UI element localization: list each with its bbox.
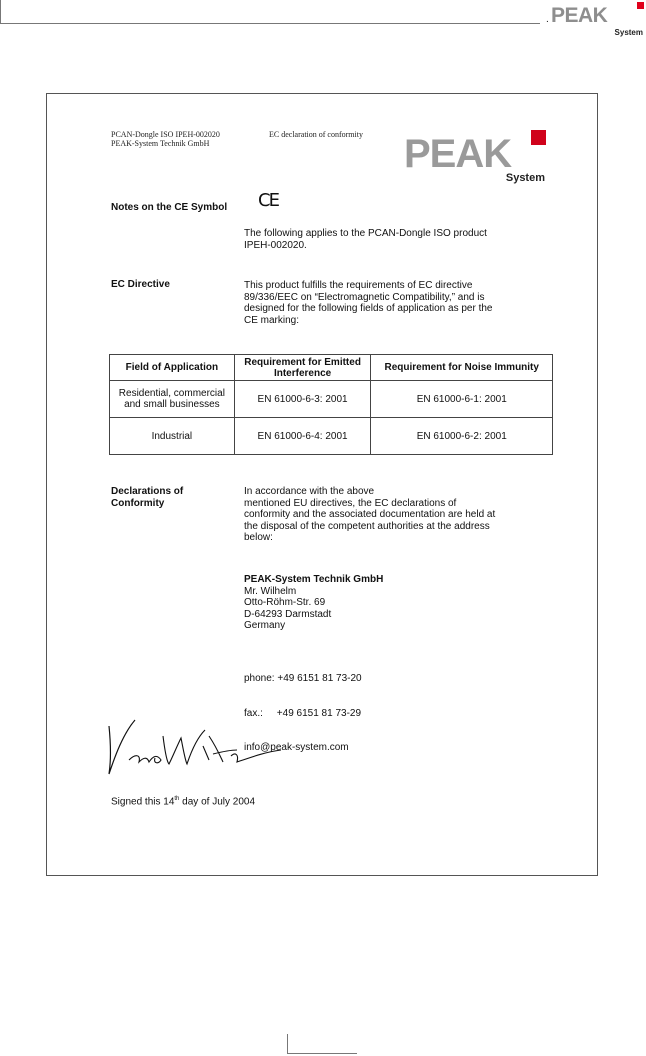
- fax: fax.: +49 6151 81 73-29: [244, 707, 362, 719]
- table-cell: EN 61000-6-3: 2001: [234, 381, 371, 418]
- table-cell: EN 61000-6-1: 2001: [371, 381, 553, 418]
- address-line: Germany: [244, 620, 286, 631]
- company-name: PEAK-System Technik GmbH: [244, 574, 384, 585]
- table-header: Requirement for Noise Immunity: [371, 355, 553, 381]
- email-link[interactable]: info@peak-system.com: [244, 742, 349, 753]
- decl-line: In accordance with the above: [244, 486, 375, 497]
- declarations-label-line: Declarations of: [111, 486, 184, 497]
- signed-prefix: Signed this 14: [111, 796, 175, 808]
- table-row: [110, 381, 553, 418]
- signed-suffix: day of July 2004: [179, 796, 256, 808]
- peak-logo: [404, 130, 546, 186]
- applies-text: [244, 228, 544, 251]
- decl-line: the disposal of the competent authorities at the address: [244, 520, 490, 532]
- decl-line: conformity and the associated documentation are held at: [244, 509, 496, 520]
- ec-directive-label: EC Directive: [111, 279, 170, 290]
- meta-left: [111, 130, 220, 148]
- declarations-text: [244, 486, 544, 544]
- header-logo: [551, 2, 643, 38]
- table-cell: EN 61000-6-2: 2001: [371, 418, 553, 455]
- header-logo-sub: System: [614, 28, 643, 37]
- application-table: [109, 354, 553, 455]
- ec-line: designed for the following fields of application as per the: [244, 303, 493, 314]
- phone: phone: +49 6151 81 73-20: [244, 673, 362, 684]
- peak-logo-sub: System: [505, 172, 545, 184]
- ce-heading: Notes on the CE Symbol: [111, 202, 228, 213]
- decl-line: mentioned EU directives, the EC declarations of: [244, 497, 457, 509]
- peak-logo-word: PEAK: [404, 132, 512, 176]
- table-header-row: [110, 355, 553, 381]
- ec-directive-text: [244, 280, 544, 326]
- signature: [105, 716, 285, 778]
- meta-left-line: PEAK-System Technik GmbH: [111, 139, 210, 148]
- declarations-label-line: Conformity: [111, 498, 165, 509]
- header-rule: [0, 23, 540, 24]
- applies-line: IPEH-002020.: [244, 239, 307, 251]
- declarations-label: [111, 486, 183, 510]
- ec-line: 89/336/EEC on “Electromagnetic Compatibility,” and is: [244, 291, 485, 303]
- table-header: Requirement for Emitted Interference: [234, 355, 371, 381]
- table-cell: EN 61000-6-4: 2001: [234, 418, 371, 455]
- header-dot: .: [546, 14, 549, 25]
- declaration-document: [46, 93, 598, 876]
- meta-left-line: PCAN-Dongle ISO IPEH-002020: [111, 130, 220, 139]
- decl-line: below:: [244, 532, 273, 543]
- header-logo-word: PEAK: [551, 4, 608, 27]
- signed-sup: th: [174, 796, 180, 802]
- ec-line: CE marking:: [244, 314, 300, 326]
- table-cell: Industrial: [110, 418, 235, 455]
- table-header: Field of Application: [110, 355, 235, 381]
- table-row: [110, 418, 553, 455]
- header-rule-left: [0, 0, 1, 24]
- header-logo-square: [637, 2, 644, 9]
- applies-line: The following applies to the PCAN-Dongle ISO product: [244, 228, 487, 239]
- signed-line: [111, 794, 255, 808]
- ec-line: This product fulfills the requirements of EC directive: [244, 280, 473, 291]
- meta-center: EC declaration of conformity: [269, 130, 363, 139]
- page-footer-mark: [287, 1034, 357, 1054]
- address-line: Mr. Wilhelm: [244, 585, 297, 597]
- peak-logo-square: [531, 130, 546, 145]
- address-block: [244, 574, 383, 632]
- address-line: Otto-Röhm-Str. 69: [244, 597, 326, 608]
- ce-mark-icon: CE: [258, 190, 278, 211]
- table-cell: Residential, commercial and small businesses: [110, 381, 235, 418]
- address-line: D-64293 Darmstadt: [244, 608, 332, 620]
